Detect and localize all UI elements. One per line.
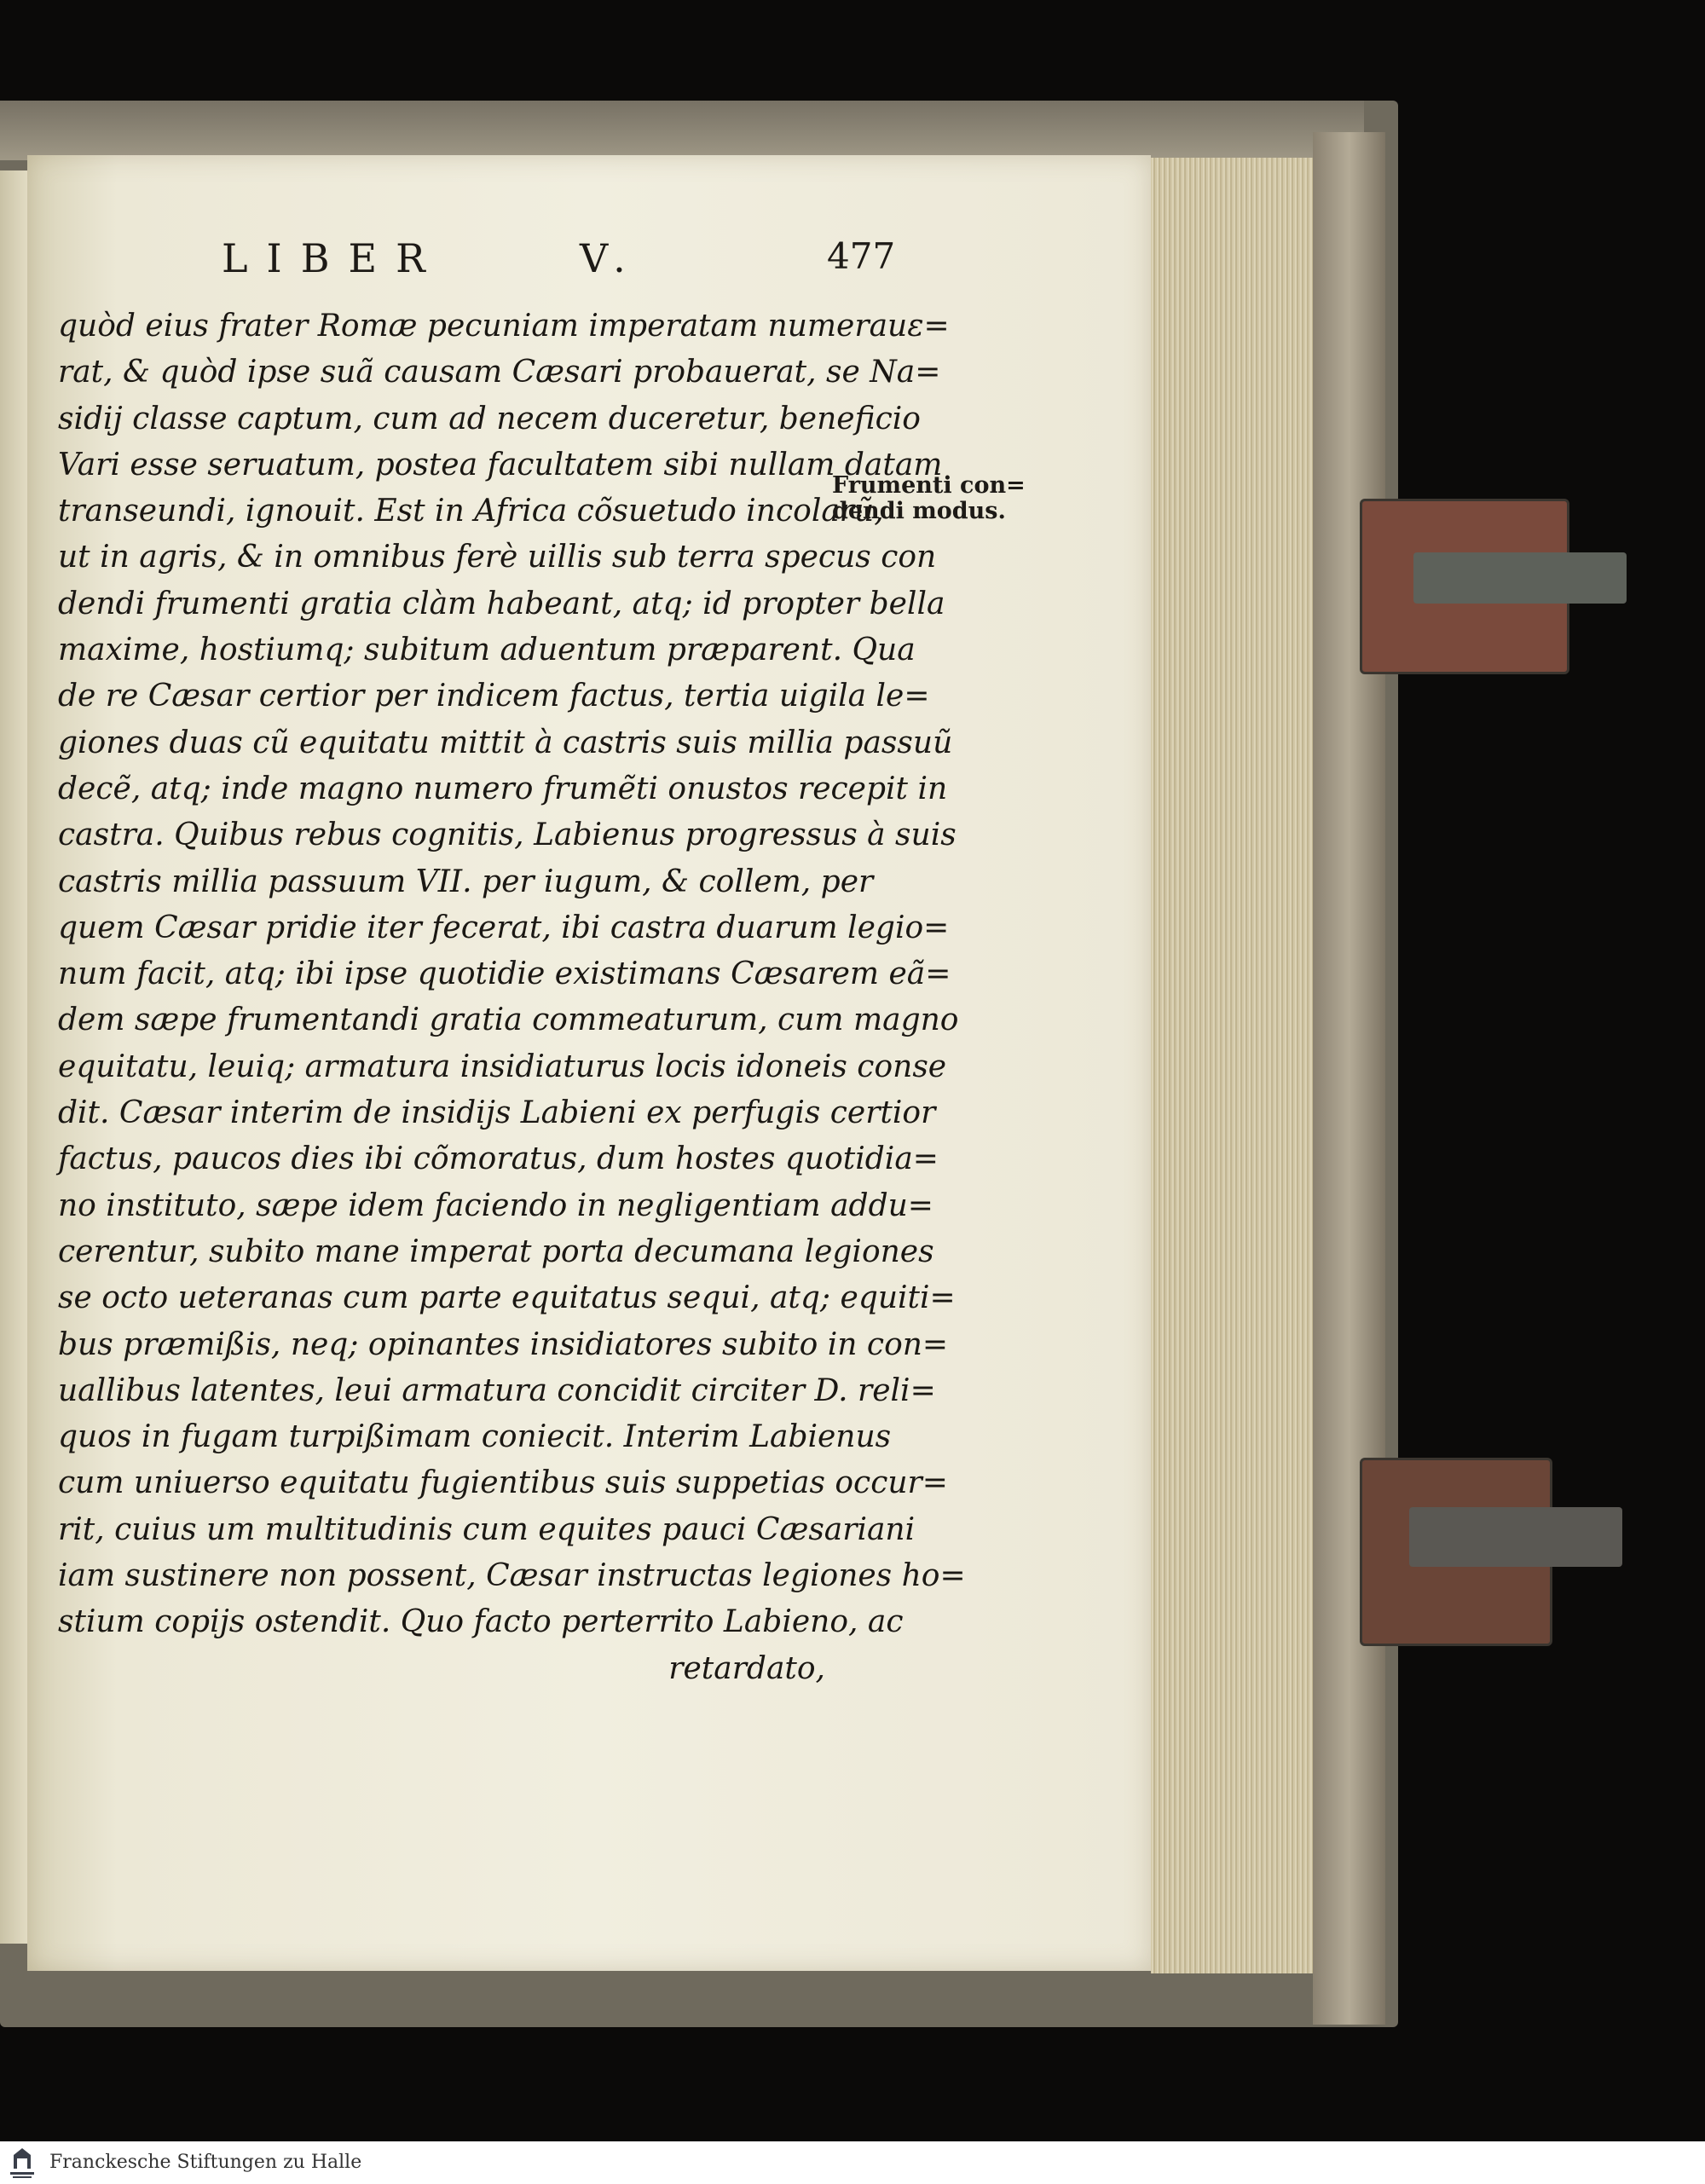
- board-top-edge: [0, 101, 1364, 160]
- lower-clasp: [1360, 1458, 1552, 1646]
- text-line: quòd eius frater Romæ pecuniam imperatam numerauε=: [58, 309, 950, 344]
- upper-clasp: [1360, 499, 1569, 674]
- text-line: rit, cuius um multitudinis cum equites pauci Cæsariani: [58, 1511, 916, 1547]
- facing-page-edge: [0, 170, 31, 1944]
- text-line: equitatu, leuiq; armatura insidiaturus locis idoneis conse: [58, 1049, 947, 1084]
- catchword: retardato,: [668, 1650, 825, 1686]
- text-line: decẽ, atq; inde magno numero frumẽti onustos recepit in: [58, 771, 948, 806]
- text-line: quem Cæsar pridie iter fecerat, ibi castra duarum legio=: [58, 910, 950, 945]
- running-header: [222, 235, 887, 286]
- margin-note-line: Frumenti con=: [832, 472, 1026, 499]
- text-line: stium copijs ostendit. Quo facto perterrito Labieno, ac: [58, 1604, 904, 1640]
- page-number: 477: [827, 235, 896, 277]
- running-title: LIBER: [222, 235, 444, 281]
- text-line: factus, paucos dies ibi cõmoratus, dum hostes quotidia=: [58, 1141, 939, 1177]
- text-line: iam sustinere non possent, Cæsar instructas legiones ho=: [58, 1558, 966, 1594]
- text-line: uallibus latentes, leui armatura concidit circiter D. reli=: [58, 1372, 936, 1408]
- institution-logo-icon: [5, 2145, 39, 2181]
- text-line: maxime, hostiumq; subitum aduentum præparent. Qua: [58, 633, 916, 668]
- text-line: num facit, atq; ibi ipse quotidie existimans Cæsarem eã=: [58, 956, 951, 992]
- margin-note-line: dendi modus.: [832, 498, 1006, 524]
- text-line: ut in agris, & in omnibus ferè uillis sub terra specus con: [58, 540, 937, 575]
- text-line: giones duas cũ equitatu mittit à castris suis millia passuũ: [58, 725, 953, 760]
- text-line: de re Cæsar certior per indicem factus, tertia uigila le=: [58, 679, 930, 714]
- board-right-edge: [1313, 132, 1385, 2025]
- text-line: no instituto, sæpe idem faciendo in negligentiam addu=: [58, 1187, 933, 1223]
- text-line: Vari esse seruatum, postea facultatem sibi nullam datam: [58, 447, 943, 482]
- text-line: se octo ueteranas cum parte equitatus sequi, atq; equiti=: [58, 1280, 956, 1316]
- text-line: castra. Quibus rebus cognitis, Labienus progressus à suis: [58, 818, 957, 853]
- text-line: dendi frumenti gratia clàm habeant, atq; id propter bella: [58, 586, 945, 621]
- text-line: rat, & quòd ipse suã causam Cæsari probauerat, se Na=: [58, 355, 941, 390]
- text-line: dem sæpe frumentandi gratia commeaturum, cum magno: [58, 1002, 959, 1038]
- book-number: V.: [580, 235, 638, 281]
- text-line: castris millia passuum VII. per iugum, & collem, per: [58, 864, 874, 899]
- text-line: dit. Cæsar interim de insidijs Labieni ex perfugis certior: [58, 1095, 936, 1131]
- footer-bar: [0, 2141, 1705, 2184]
- institution-name: Franckesche Stiftungen zu Halle: [49, 2152, 362, 2173]
- text-line: transeundi, ignouit. Est in Africa cõsuetudo incolarũ,: [58, 494, 884, 529]
- text-line: cum uniuerso equitatu fugientibus suis suppetias occur=: [58, 1465, 948, 1501]
- text-line: sidij classe captum, cum ad necem duceretur, beneficio: [58, 401, 921, 436]
- text-line: cerentur, subito mane imperat porta decumana legiones: [58, 1234, 934, 1269]
- text-line: quos in fugam turpißimam coniecit. Interim Labienus: [58, 1419, 892, 1455]
- margin-note: [832, 473, 1026, 524]
- text-line: bus præmißis, neq; opinantes insidiatores subito in con=: [58, 1326, 949, 1362]
- page-block-edge: [1151, 158, 1321, 1973]
